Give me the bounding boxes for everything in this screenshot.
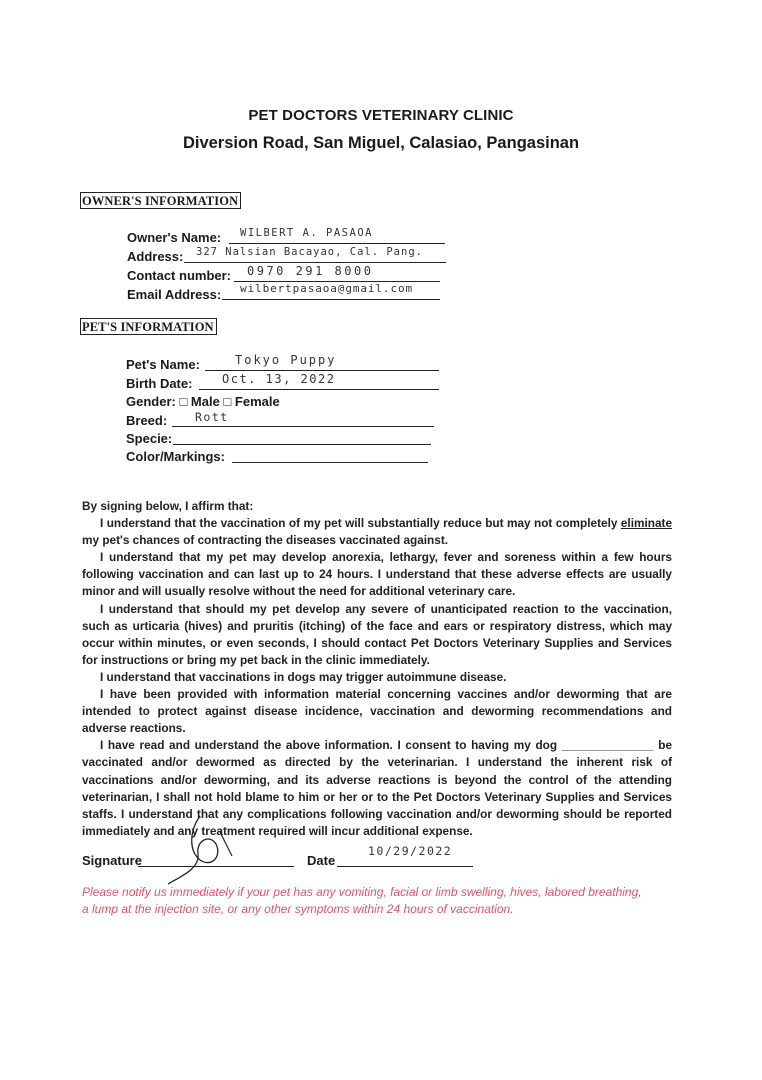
date-label: Date — [307, 853, 336, 868]
owner-name-line — [229, 243, 445, 244]
pet-name-label: Pet's Name: — [126, 357, 200, 372]
owner-name-value[interactable]: WILBERT A. PASAOA — [240, 227, 373, 239]
handwritten-signature — [160, 810, 250, 890]
breed-label: Breed: — [126, 413, 168, 428]
clinic-name: PET DOCTORS VETERINARY CLINIC — [248, 107, 514, 124]
owner-name-label: Owner's Name: — [127, 230, 222, 245]
contact-label: Contact number: — [127, 268, 231, 283]
breed-line — [172, 426, 434, 427]
email-label: Email Address: — [127, 287, 222, 302]
date-line — [337, 866, 473, 867]
birth-date-line — [199, 389, 439, 390]
pet-section-title: PET'S INFORMATION — [80, 318, 217, 335]
email-line — [222, 299, 440, 300]
address-label: Address: — [127, 249, 184, 264]
footer-warning-note: Please notify us immediately if your pet has any vomiting, facial or limb swelling, hives, labored breathing, a lump at the injection site, or any other symptoms within 24 hours of vaccination. — [82, 885, 642, 916]
color-markings-line[interactable] — [232, 462, 428, 463]
date-value[interactable]: 10/29/2022 — [368, 844, 453, 858]
email-value[interactable]: wilbertpasaoa@gmail.com — [240, 282, 414, 295]
signature-label: Signature — [82, 853, 142, 868]
specie-line[interactable] — [173, 444, 431, 445]
gender-options[interactable]: Gender: □ Male □ Female — [126, 394, 280, 409]
consent-paragraph-3: I understand that should my pet develop any severe of unanticipated reaction to the vaccination, such as urticaria (hives) and pruritis (itching) of the face and ears or respiratory distress, which may occur within minutes, or even seconds, I should contact Pet Doctors Veterinary Supplies and Services for instructions or bring my pet back in the clinic immediately. — [82, 601, 672, 667]
specie-label: Specie: — [126, 431, 173, 446]
consent-paragraph-5: I have been provided with information material concerning vaccines and/or deworming that are intended to protect against disease incidence, vaccination and deworming recommendations and adverse reactions. — [82, 687, 672, 736]
birth-date-value[interactable]: Oct. 13, 2022 — [222, 372, 336, 386]
consent-paragraph-1: I understand that the vaccination of my pet will substantially reduce but may not completely eliminate my pet's chances of contracting the diseases vaccinated against. — [82, 516, 672, 548]
breed-value[interactable]: Rott — [195, 410, 229, 424]
owner-section-title: OWNER'S INFORMATION — [80, 192, 241, 209]
pet-name-line — [205, 370, 439, 371]
contact-value[interactable]: 0970 291 8000 — [247, 264, 374, 278]
consent-paragraph-6: I have read and understand the above information. I consent to having my dog ______________ be vaccinated and/or dewormed as directed by the veterinarian. I understand the inherent risk of vaccinations and/or deworming, and its adverse reactions is beyond the control of the attending veterinarian, I shall not hold blame to him or her or to the Pet Doctors Veterinary Supplies and Services staffs. I understand that any complications following vaccination and/or deworming should be reported immediately and any treatment required will incur additional expense. — [82, 738, 672, 838]
clinic-address: Diversion Road, San Miguel, Calasiao, Pangasinan — [182, 134, 580, 152]
pet-name-value[interactable]: Tokyo Puppy — [235, 353, 337, 367]
consent-paragraph-4: I understand that vaccinations in dogs may trigger autoimmune disease. — [100, 669, 507, 684]
address-line — [184, 262, 446, 263]
consent-paragraph-2: I understand that my pet may develop anorexia, lethargy, fever and soreness within a few hours following vaccination and can last up to 24 hours. I understand that these adverse effects are usually minor and will usually resolve without the need for additional veterinary care. — [82, 550, 672, 599]
birth-date-label: Birth Date: — [126, 376, 193, 391]
address-value[interactable]: 327 Nalsian Bacayao, Cal. Pang. — [196, 246, 423, 258]
consent-intro: By signing below, I affirm that: — [82, 499, 254, 513]
consent-text — [82, 498, 672, 840]
color-markings-label: Color/Markings: — [126, 449, 225, 464]
